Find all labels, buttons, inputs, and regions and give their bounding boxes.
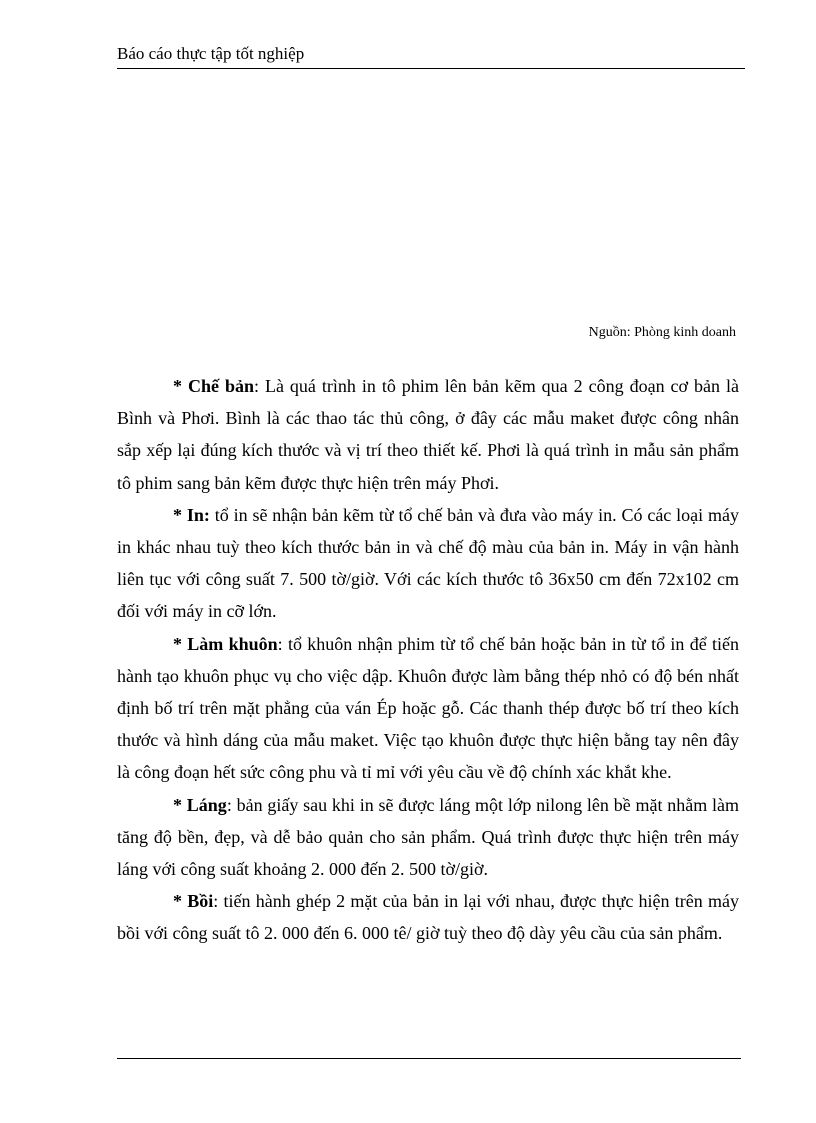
paragraph-lang <box>117 789 739 886</box>
paragraph-label: * In: <box>173 504 210 525</box>
source-note: Nguồn: Phòng kinh doanh <box>588 325 736 340</box>
paragraph-text: : tiến hành ghép 2 mặt của bản in lại với nhau, được thực hiện trên máy bồi với công suất tô 2. 000 đến 6. 000 tê/ giờ tuỳ theo độ dày yêu cầu của sản phẩm. <box>117 891 739 944</box>
footer-rule <box>117 1058 741 1059</box>
paragraph-text: : tổ khuôn nhận phim từ tổ chế bản hoặc bản in từ tổ in để tiến hành tạo khuôn phục vụ cho việc dập. Khuôn được làm bằng thép nhỏ có độ bén nhất định bố trí trên mặt phẳng của ván Ép hoặc gỗ. Các thanh thép được bố trí theo kích thước và hình dáng của mẫu maket. Việc tạo khuôn được thực hiện bằng tay nên đây là công đoạn hết sức công phu và tỉ mỉ với yêu cầu về độ chính xác khắt khe. <box>117 633 739 783</box>
paragraph-che-ban <box>117 370 739 499</box>
header-title: Báo cáo thực tập tốt nghiệp <box>117 44 305 63</box>
paragraph-lam-khuon <box>117 628 739 789</box>
paragraph-label: * Bồi <box>173 891 214 912</box>
paragraph-label: * Chế bản <box>173 376 254 396</box>
document-body <box>117 370 739 950</box>
paragraph-label: * Làm khuôn <box>173 633 278 654</box>
paragraph-boi <box>117 885 739 949</box>
paragraph-text: : bản giấy sau khi in sẽ được láng một lớp nilong lên bề mặt nhằm làm tăng độ bền, đẹp, và dễ bảo quản cho sản phẩm. Quá trình được thực hiện trên máy láng với công suất khoảng 2. 000 đến 2. 500 tờ/giờ. <box>117 794 739 880</box>
paragraph-in <box>117 499 739 628</box>
paragraph-label: * Láng <box>173 794 227 815</box>
page-header <box>117 42 745 69</box>
paragraph-text: tổ in sẽ nhận bản kẽm từ tổ chế bản và đưa vào máy in. Có các loại máy in khác nhau tuỳ theo kích thước bản in và chế độ màu của bản in. Máy in vận hành liên tục với công suất 7. 500 tờ/giờ. Với các kích thước tô 36x50 cm đến 72x102 cm đối với máy in cỡ lớn. <box>117 504 739 622</box>
paragraph-text: : Là quá trình in tô phim lên bản kẽm qua 2 công đoạn cơ bản là Bình và Phơi. Bình là các thao tác thủ công, ở đây các mẫu maket được công nhân sắp xếp lại đúng kích thước và vị trí theo thiết kế. Phơi là quá trình in mẫu sản phẩm tô phim sang bản kẽm được thực hiện trên máy Phơi. <box>117 376 739 493</box>
